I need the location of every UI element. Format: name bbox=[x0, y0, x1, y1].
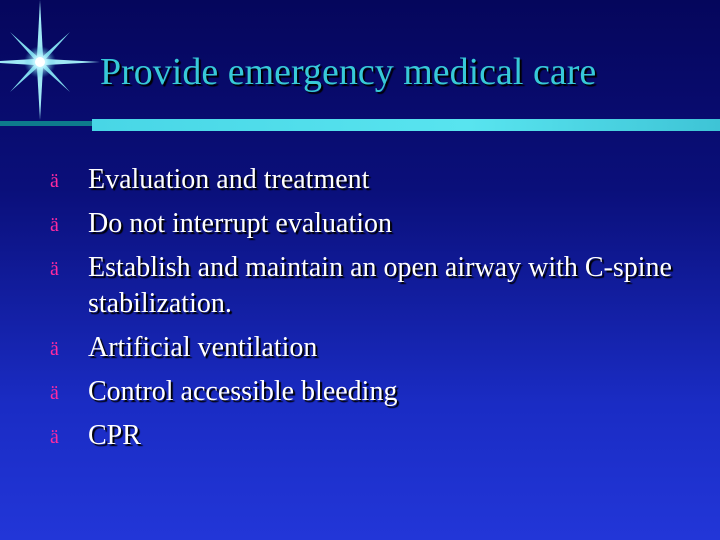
bullet-list bbox=[50, 162, 710, 462]
bullet-item bbox=[50, 250, 710, 322]
starburst-icon bbox=[0, 0, 102, 120]
divider-thick-bar bbox=[92, 119, 720, 131]
bullet-text: Do not interrupt evaluation bbox=[88, 208, 393, 239]
bullet-item bbox=[50, 374, 710, 410]
bullet-item bbox=[50, 162, 710, 198]
bullet-arrow-icon: ä bbox=[50, 214, 59, 236]
bullet-text: Establish and maintain an open airway with C-spine stabilization. bbox=[88, 252, 672, 319]
bullet-text: Artificial ventilation bbox=[88, 332, 318, 363]
bullet-text: Control accessible bleeding bbox=[88, 376, 398, 407]
title-divider bbox=[0, 119, 720, 131]
bullet-arrow-icon: ä bbox=[50, 170, 59, 192]
bullet-item bbox=[50, 330, 710, 366]
bullet-item bbox=[50, 206, 710, 242]
bullet-arrow-icon: ä bbox=[50, 426, 59, 448]
bullet-text: CPR bbox=[88, 420, 141, 451]
slide-title: Provide emergency medical care bbox=[100, 51, 597, 93]
bullet-item bbox=[50, 418, 710, 454]
bullet-arrow-icon: ä bbox=[50, 258, 59, 280]
bullet-arrow-icon: ä bbox=[50, 338, 59, 360]
bullet-arrow-icon: ä bbox=[50, 382, 59, 404]
bullet-text: Evaluation and treatment bbox=[88, 164, 370, 195]
